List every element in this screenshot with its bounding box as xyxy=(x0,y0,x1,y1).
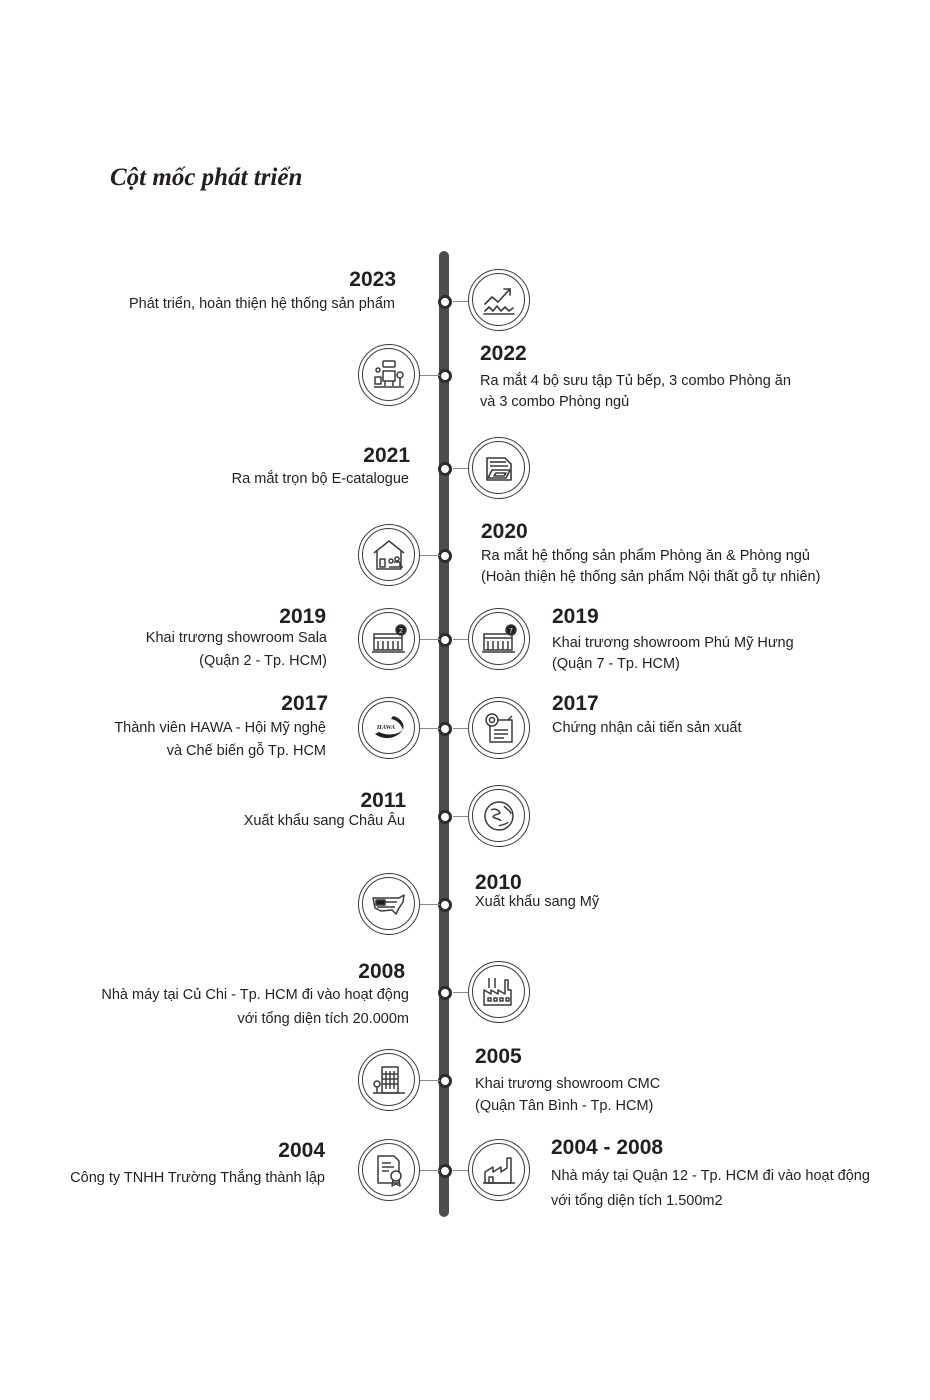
factory-large-icon xyxy=(468,961,530,1023)
usa-map-icon xyxy=(358,873,420,935)
milestone-text: Chứng nhận cải tiến sản xuất xyxy=(552,720,742,736)
milestone-year: 2008 xyxy=(358,960,405,983)
milestone-text: Phát triển, hoàn thiện hệ thống sản phẩm xyxy=(128,296,395,312)
connector-line xyxy=(418,728,440,729)
business-license-icon xyxy=(358,1139,420,1201)
connector-line xyxy=(418,375,440,376)
milestone-text: Ra mắt trọn bộ E-catalogue xyxy=(231,471,409,487)
milestone-year: 2004 - 2008 xyxy=(551,1136,664,1159)
showroom-7-icon xyxy=(468,608,530,670)
milestone-year: 2010 xyxy=(475,871,522,894)
catalogue-icon xyxy=(468,437,530,499)
milestone-year: 2004 xyxy=(278,1139,325,1162)
timeline-dot xyxy=(438,1074,452,1088)
connector-line xyxy=(418,1170,440,1171)
milestone-year: 2017 xyxy=(552,692,599,715)
milestone-text: với tổng diện tích 1.500m2 xyxy=(551,1193,723,1209)
connector-line xyxy=(418,639,440,640)
milestone-year: 2019 xyxy=(279,605,326,628)
milestone-text: với tổng diện tích 20.000m xyxy=(237,1011,409,1027)
badge-number: 2 xyxy=(399,628,403,635)
connector-line xyxy=(453,468,469,469)
milestone-text: và Chế biến gỗ Tp. HCM xyxy=(166,743,326,759)
connector-line xyxy=(453,728,469,729)
milestone-text: Công ty TNHH Trường Thắng thành lập xyxy=(70,1170,325,1186)
connector-line xyxy=(453,816,469,817)
office-building-icon xyxy=(358,1049,420,1111)
milestone-text: Ra mắt hệ thống sản phẩm Phòng ăn & Phòng ngủ xyxy=(481,548,810,564)
timeline-dot xyxy=(438,295,452,309)
milestone-text: (Quận 2 - Tp. HCM) xyxy=(199,653,327,669)
globe-europe-icon xyxy=(468,785,530,847)
timeline-dot xyxy=(438,549,452,563)
milestone-year: 2021 xyxy=(363,444,410,467)
timeline-dot xyxy=(438,369,452,383)
hawa-logo-icon xyxy=(358,697,420,759)
showroom-2-icon xyxy=(358,608,420,670)
milestone-text: Xuất khẩu sang Châu Âu xyxy=(243,813,405,829)
page-title: Cột mốc phát triển xyxy=(110,164,303,191)
milestone-text: Thành viên HAWA - Hội Mỹ nghệ xyxy=(114,720,326,736)
milestone-text: Nhà máy tại Quận 12 - Tp. HCM đi vào hoạt động xyxy=(551,1168,870,1184)
house-interior-icon xyxy=(358,524,420,586)
milestone-text: Xuất khẩu sang Mỹ xyxy=(475,894,600,910)
milestone-year: 2023 xyxy=(349,268,396,291)
milestone-text: Khai trương showroom Phú Mỹ Hưng xyxy=(552,635,794,651)
timeline-dot xyxy=(438,462,452,476)
milestone-year: 2020 xyxy=(481,520,528,543)
badge-number: 7 xyxy=(509,628,513,635)
milestone-year: 2011 xyxy=(360,789,406,812)
connector-line xyxy=(453,992,469,993)
milestone-text: (Hoàn thiện hệ thống sản phẩm Nội thất gỗ tự nhiên) xyxy=(481,569,821,585)
timeline-dot xyxy=(438,810,452,824)
timeline-dot xyxy=(438,633,452,647)
timeline-dot xyxy=(438,722,452,736)
growth-chart-icon xyxy=(468,269,530,331)
timeline-dot xyxy=(438,986,452,1000)
milestone-text: (Quận Tân Bình - Tp. HCM) xyxy=(475,1098,654,1114)
certificate-gear-icon xyxy=(468,697,530,759)
connector-line xyxy=(453,1170,469,1171)
milestone-year: 2005 xyxy=(475,1045,522,1068)
milestone-text: Khai trương showroom Sala xyxy=(145,630,327,646)
milestone-year: 2022 xyxy=(480,342,527,365)
furniture-collection-icon xyxy=(358,344,420,406)
timeline-dot xyxy=(438,1164,452,1178)
milestone-text: Khai trương showroom CMC xyxy=(475,1076,661,1092)
milestone-year: 2019 xyxy=(552,605,599,628)
milestone-text: Ra mắt 4 bộ sưu tập Tủ bếp, 3 combo Phòng ăn xyxy=(480,373,791,389)
milestone-year: 2017 xyxy=(281,692,328,715)
connector-line xyxy=(453,301,469,302)
connector-line xyxy=(418,1080,440,1081)
timeline-dot xyxy=(438,898,452,912)
connector-line xyxy=(418,555,440,556)
connector-line xyxy=(418,904,440,905)
factory-small-icon xyxy=(468,1139,530,1201)
milestone-text: và 3 combo Phòng ngủ xyxy=(480,394,630,410)
hawa-logo-text: HAWA xyxy=(376,724,396,731)
milestone-text: Nhà máy tại Củ Chi - Tp. HCM đi vào hoạt động xyxy=(101,987,409,1003)
connector-line xyxy=(453,639,469,640)
milestone-text: (Quận 7 - Tp. HCM) xyxy=(552,656,680,672)
